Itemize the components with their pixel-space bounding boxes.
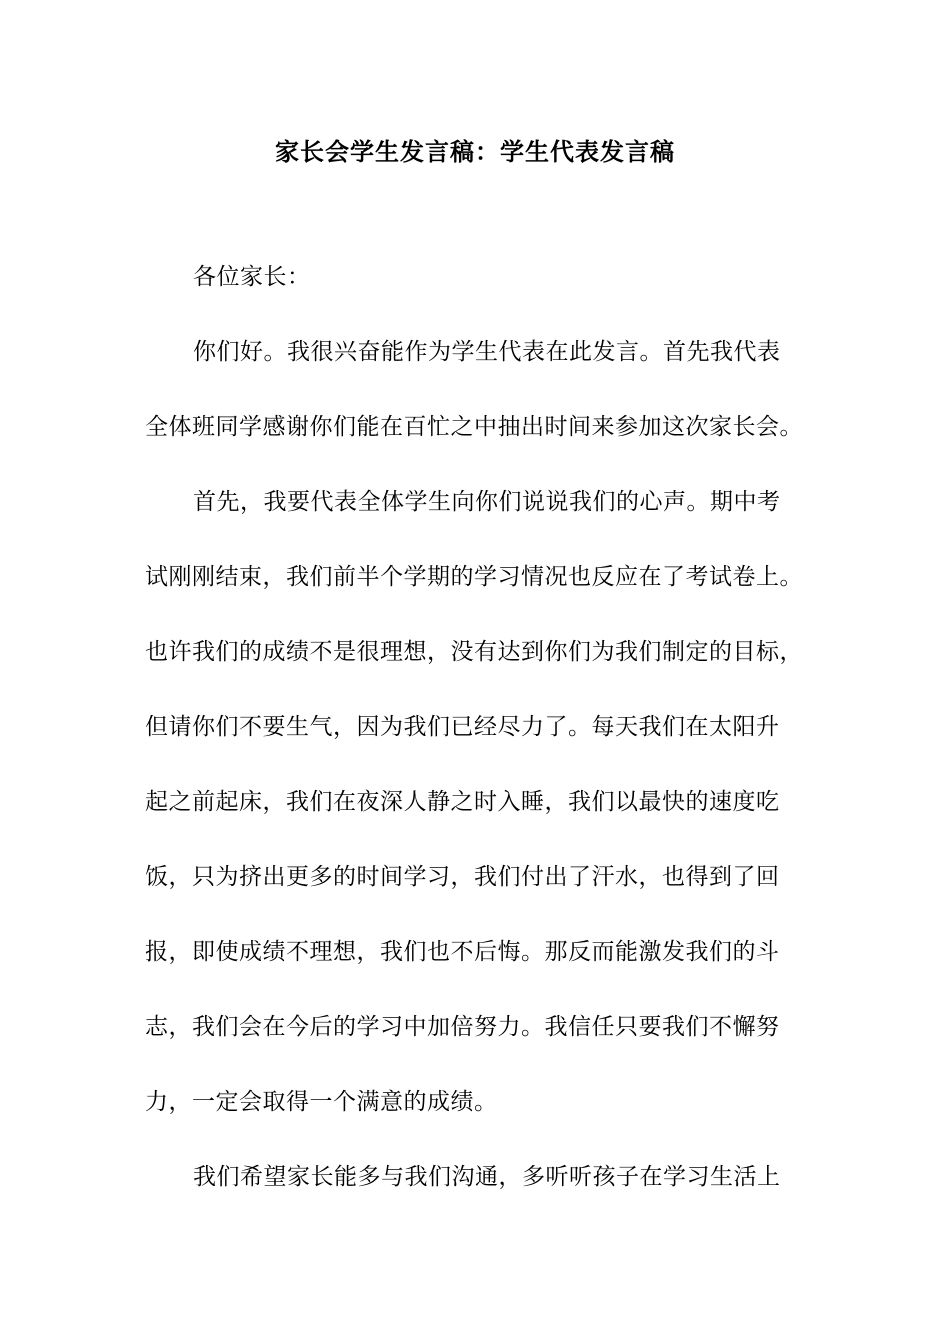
paragraph-line: 力，一定会取得一个满意的成绩。 [145, 1089, 498, 1115]
paragraph-line: 我们希望家长能多与我们沟通，多听听孩子在学习生活上 [193, 1164, 781, 1190]
paragraph-line: 全体班同学感谢你们能在百忙之中抽出时间来参加这次家长会。 [145, 414, 803, 440]
salutation: 各位家长： [193, 264, 311, 290]
paragraph-line: 你们好。我很兴奋能作为学生代表在此发言。首先我代表 [193, 339, 781, 365]
paragraph-line: 也许我们的成绩不是很理想，没有达到你们为我们制定的目标， [145, 639, 803, 665]
paragraph-line: 饭，只为挤出更多的时间学习，我们付出了汗水，也得到了回 [145, 864, 780, 890]
paragraph-line: 首先，我要代表全体学生向你们说说我们的心声。期中考 [193, 489, 781, 515]
paragraph-line: 志，我们会在今后的学习中加倍努力。我信任只要我们不懈努 [145, 1014, 780, 1040]
paragraph-line: 但请你们不要生气，因为我们已经尽力了。每天我们在太阳升 [145, 714, 780, 740]
paragraph-line: 起之前起床，我们在夜深人静之时入睡，我们以最快的速度吃 [145, 789, 780, 815]
paragraph-line: 报，即使成绩不理想，我们也不后悔。那反而能激发我们的斗 [145, 939, 780, 965]
paragraph-line: 试刚刚结束，我们前半个学期的学习情况也反应在了考试卷上。 [145, 564, 803, 590]
document-title: 家长会学生发言稿：学生代表发言稿 [275, 138, 675, 166]
